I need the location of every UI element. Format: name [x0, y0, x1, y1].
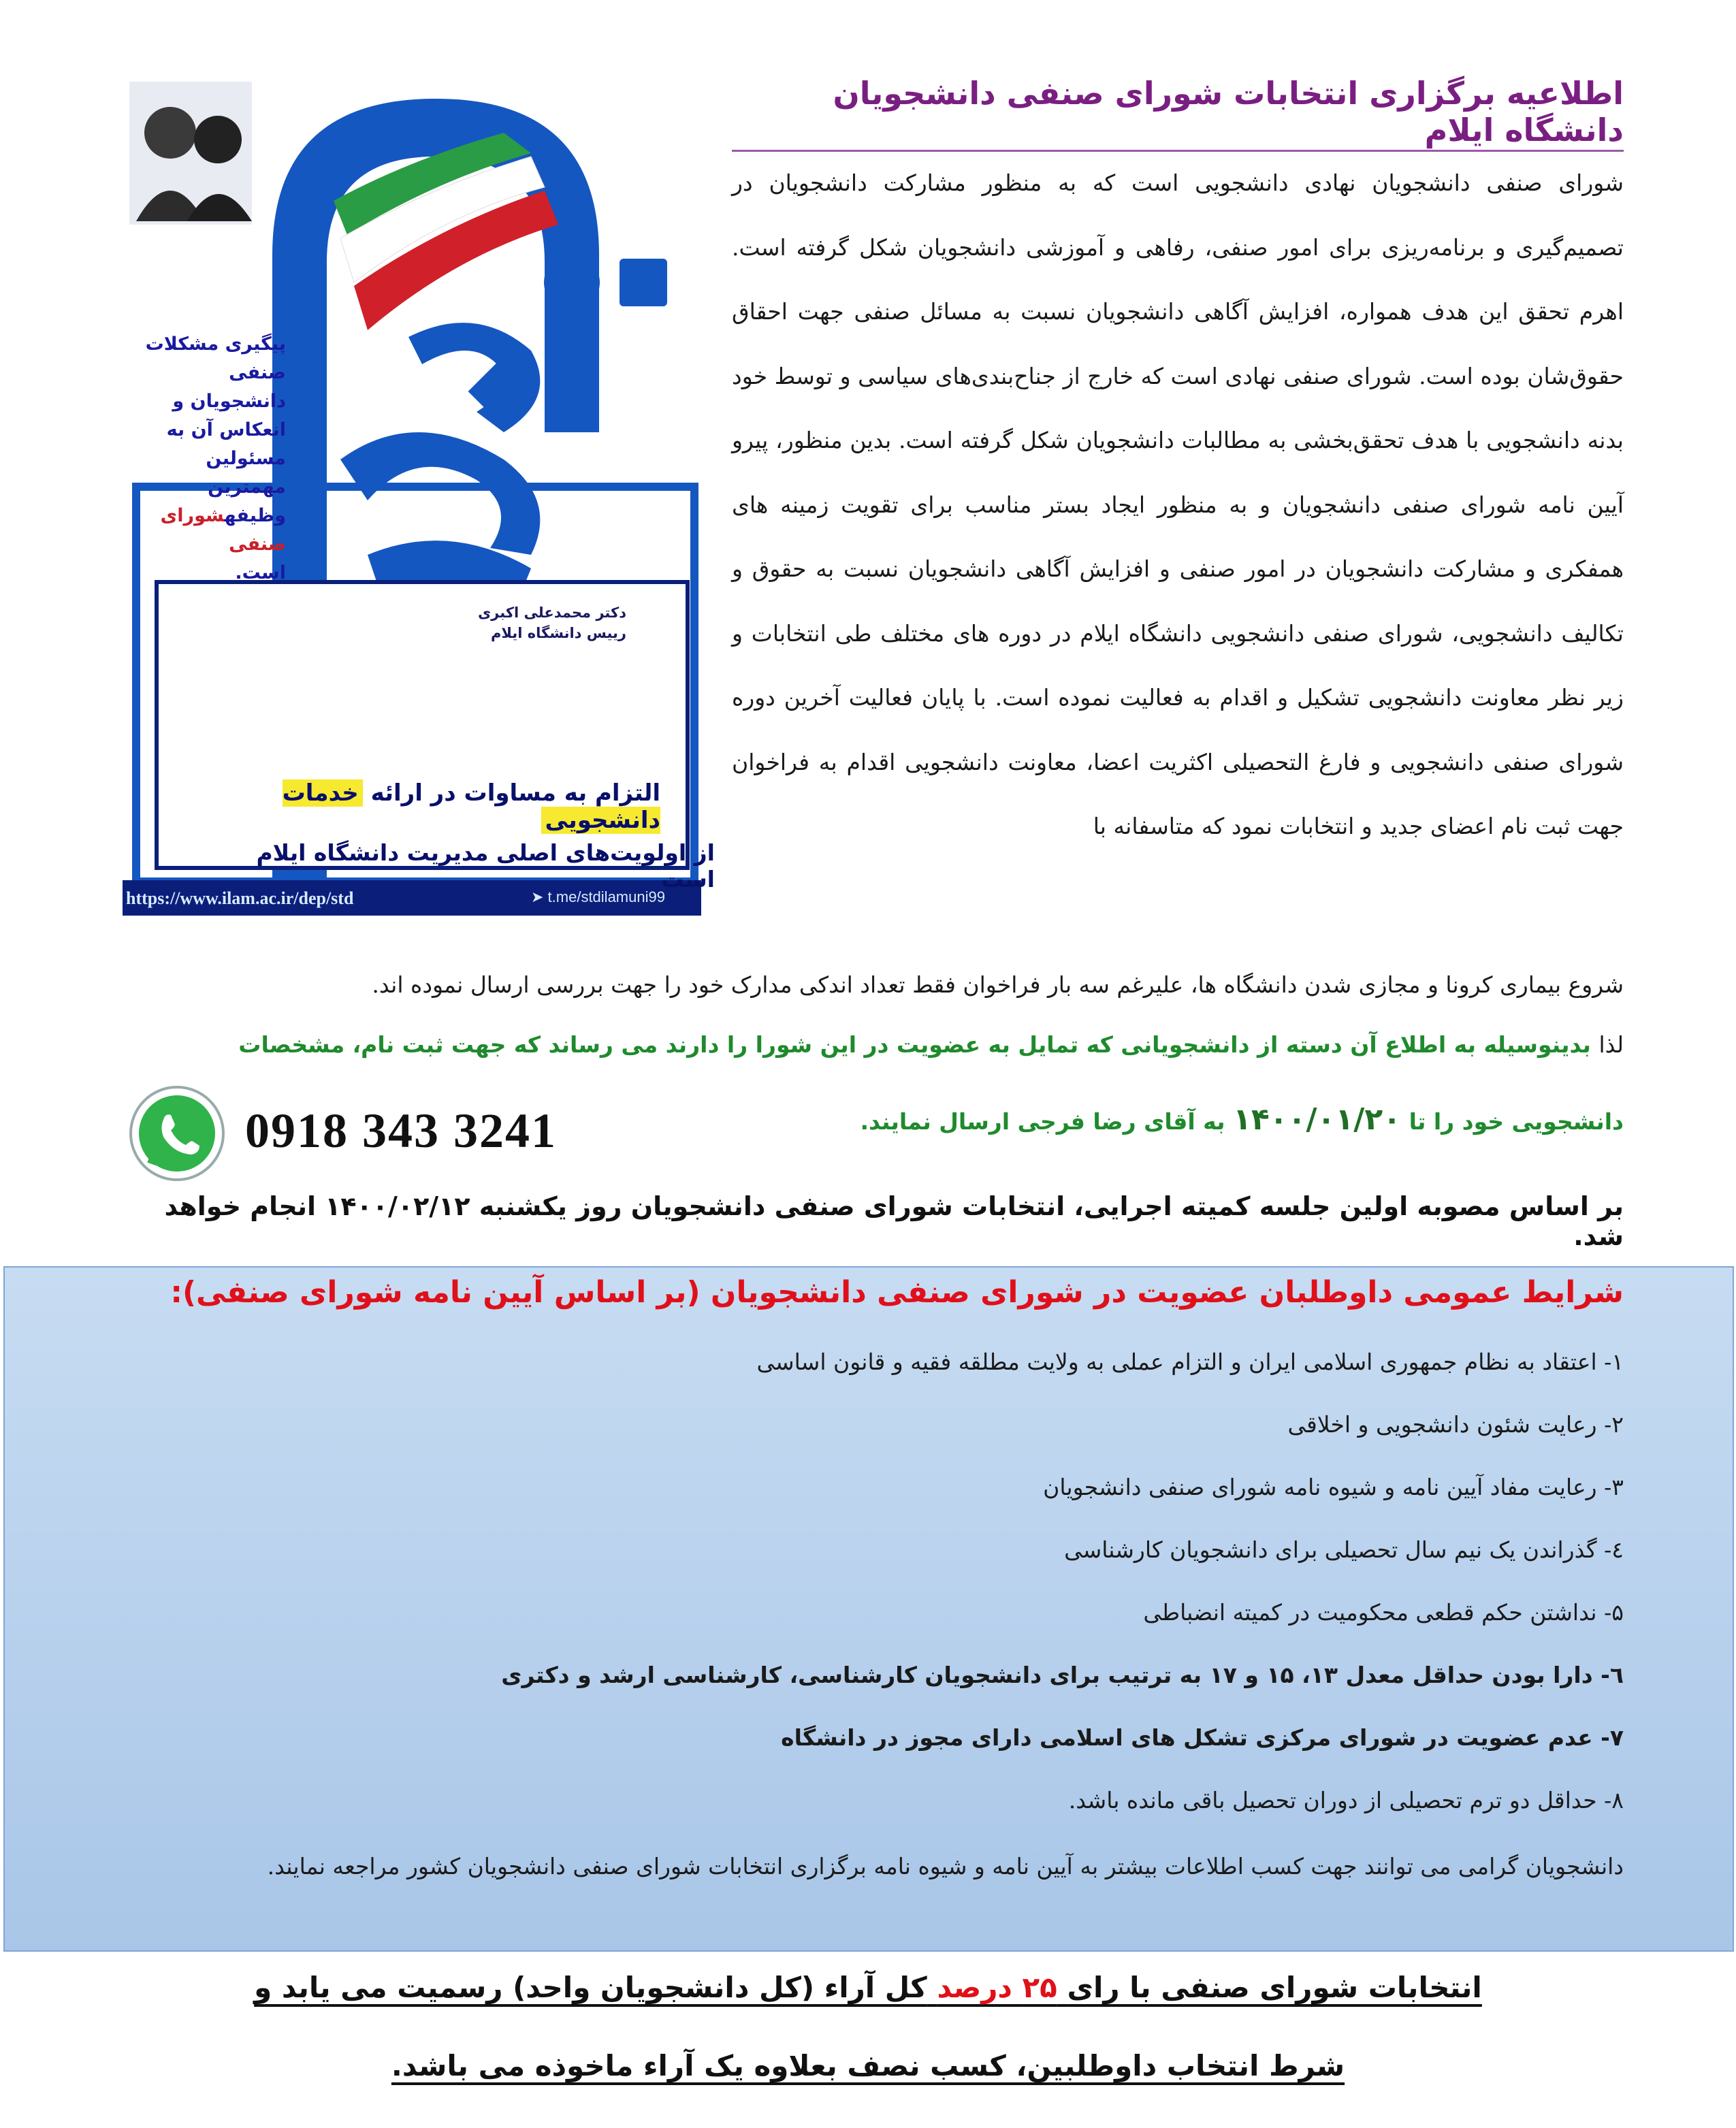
poster-side-prefix: وظیفه [224, 505, 286, 526]
poster-signature-name: دکتر محمدعلی اکبری [477, 604, 626, 621]
condition-item: ٦- دارا بودن حداقل معدل ۱۳، ۱۵ و ۱۷ به ترتیب برای دانشجویان کارشناسی، کارشناسی ارشد و دکتری [501, 1662, 1624, 1688]
conditions-list [58, 1331, 1624, 1832]
phone-number[interactable]: 0918 343 3241 [245, 1103, 557, 1158]
footer-text-1b: کل آراء (کل دانشجویان واحد) رسمیت می یابد و [254, 1971, 927, 2004]
footer-line-1-wrap [254, 1971, 1482, 2004]
conditions-title: شرایط عمومی داوطلبان عضویت در شورای صنفی دانشجویان (بر اساس آیین نامه شورای صنفی): [170, 1275, 1624, 1310]
poster-slogan-2: از اولویت‌های اصلی مدیریت دانشگاه ایلام است [256, 839, 715, 892]
poster-url[interactable]: https://www.ilam.ac.ir/dep/std [126, 888, 354, 908]
intro-paragraph-continued: شروع بیماری کرونا و مجازی شدن دانشگاه ها، علیرغم سه بار فراخوان فقط تعداد اندکی مدارک خود را جهت بررسی ارسال نموده اند. [372, 971, 1624, 998]
condition-item: ۲- رعایت شئون دانشجویی و اخلاقی [1287, 1411, 1624, 1438]
poster-signature-role: رییس دانشگاه ایلام [491, 625, 626, 641]
poster-side-line: صنفی دانشجویان و [172, 362, 286, 412]
registration-text-1: بدینوسیله به اطلاع آن دسته از دانشجویانی که تمایل به عضویت در این شورا را دارند می رساند که جهت ثبت نام، مشخصات [238, 1031, 1591, 1058]
registration-prefix: لذا [1598, 1031, 1624, 1058]
poster-side-line: است. [235, 562, 286, 583]
registration-text-2a: دانشجویی خود را تا [1409, 1108, 1624, 1135]
poster-image [123, 78, 715, 916]
poster-side-line: انعکاس آن به [166, 419, 286, 440]
footer-text-2: شرط انتخاب داوطلبین، کسب نصف بعلاوه یک آراء ماخوذه می باشد. [391, 2049, 1345, 2082]
condition-item: ۷- عدم عضویت در شورای مرکزی تشکل های اسلامی دارای مجوز در دانشگاه [781, 1724, 1624, 1751]
footer-text-1a: انتخابات شورای صنفی با رای [1067, 1971, 1482, 2004]
page-title: اطلاعیه برگزاری انتخابات شورای صنفی دانشجویان دانشگاه ایلام [833, 75, 1624, 148]
registration-text-2b: به آقای رضا فرجی ارسال نمایند. [860, 1108, 1225, 1135]
condition-item: ۵- نداشتن حکم قطعی محکومیت در کمیته انضباطی [1143, 1599, 1624, 1626]
poster-slogan-1-text: التزام به مساوات در ارائه [370, 779, 660, 807]
registration-notice-line1 [112, 1028, 1624, 1062]
condition-item: ۱- اعتقاد به نظام جمهوری اسلامی ایران و التزام عملی به ولایت مطلقه فقیه و قانون اساسی [756, 1349, 1624, 1375]
poster-signature [340, 602, 626, 643]
footer-line-2 [0, 2049, 1736, 2082]
condition-item: ۸- حداقل دو ترم تحصیلی از دوران تحصیل باقی مانده باشد. [1068, 1787, 1624, 1813]
telegram-icon: ➤ [531, 888, 548, 905]
poster-side-line: مسئولین مهمترین [206, 448, 286, 498]
registration-notice-line2 [602, 1103, 1624, 1139]
condition-item: ۳- رعایت مفاد آیین نامه و شیوه نامه شورای صنفی دانشجویان [1043, 1474, 1624, 1500]
poster-slogan-1-highlight: خدمات دانشجویی [282, 779, 660, 834]
poster-side-line: پیگیری مشکلات [145, 334, 286, 355]
condition-item: ٤- گذراندن یک نیم سال تحصیلی برای دانشجویان کارشناسی [1064, 1536, 1624, 1563]
intro-paragraph: شورای صنفی دانشجویان نهادی دانشجویی است که به منظور مشارکت دانشجویان در تصمیم‌گیری و برنامه‌ریزی برای امور صنفی، رفاهی و آموزشی دانشجویان شکل گرفته است. اهرم تحقق این هدف همواره، افزایش آگاهی دانشجویان نسبت به مسائل صنفی جهت احقاق حقوق‌شان بوده است. شورای صنفی نهادی است که خارج از جناح‌بندی‌های سیاسی و توسط خود بدنه دانشجویی با هدف تحقق‌بخشی به مطالبات دانشجویان شکل گرفته است. بدین منظور، پیرو آیین نامه شورای صنفی دانشجویان و به منظور ایجاد بستر مناسب برای تقویت زمینه های همفکری و مشارکت دانشجویان در امور صنفی و افزایش آگاهی دانشجویان نسبت به حقوق و تکالیف دانشجویی، شورای صنفی دانشجویی دانشگاه ایلام در دوره های مختلف طی انتخابات و زیر نظر معاونت دانشجویی تشکیل و اقدام به فعالیت نموده است. با پایان فعالیت آخرین دوره شورای صنفی دانشجویی و فارغ التحصیلی اکثریت اعضا، معاونت دانشجویی اقدام به فراخوان جهت ثبت نام اعضای جدید و انتخابات نمود که متاسفانه با [732, 170, 1624, 839]
poster-side-red: شورای صنفی [160, 505, 286, 555]
footer-percent: ۲۵ درصد [937, 1971, 1057, 2004]
poster-side-text [129, 330, 286, 587]
election-date-notice: بر اساس مصوبه اولین جلسه کمیته اجرایی، انتخابات شورای صنفی دانشجویان روز یکشنبه ۱۴۰۰/۰۲/۱۲ انجام خواهد شد. [164, 1191, 1624, 1251]
registration-deadline: ۱۴۰۰/۰۱/۲۰ [1233, 1102, 1402, 1137]
conditions-note: دانشجویان گرامی می توانند جهت کسب اطلاعات بیشتر به آیین نامه و شیوه نامه برگزاری انتخابات شورای صنفی دانشجویان کشور مراجعه نمایند. [267, 1853, 1624, 1880]
whatsapp-icon[interactable] [126, 1082, 228, 1184]
poster-slogan-1 [266, 779, 660, 834]
footer-line-1 [0, 1971, 1736, 2004]
poster-side-line [129, 502, 286, 559]
poster-telegram-text: t.me/stdilamuni99 [547, 888, 665, 905]
poster-telegram[interactable] [531, 888, 665, 906]
